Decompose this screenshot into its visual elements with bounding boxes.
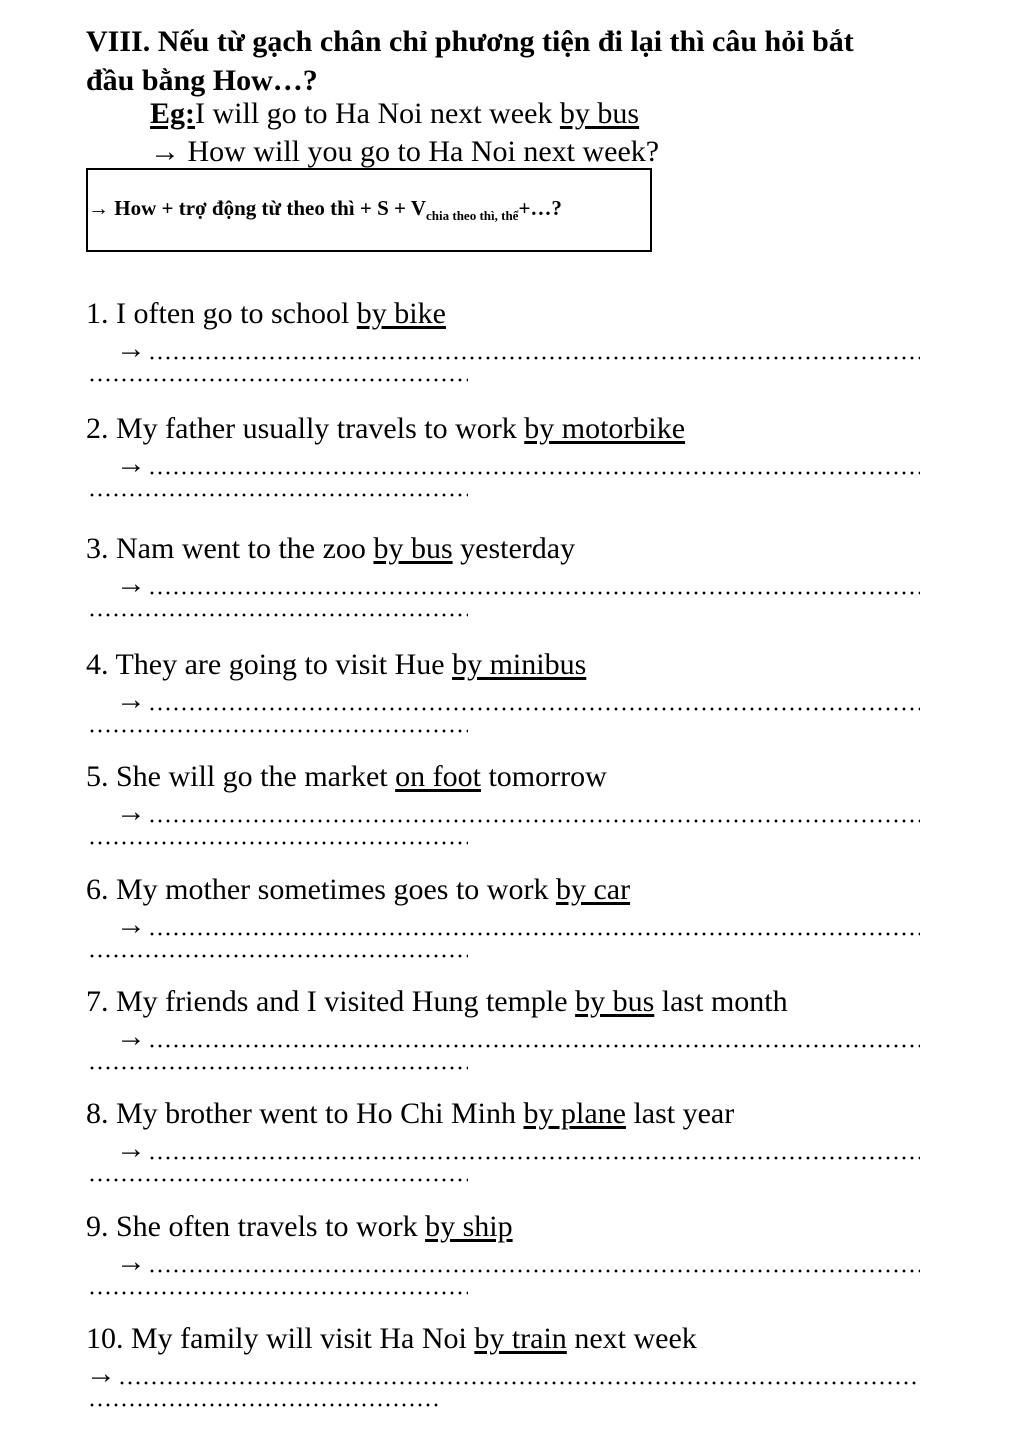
answer-line[interactable] [116, 334, 920, 364]
answer-dotted-line-continuation[interactable] [88, 1066, 468, 1070]
exercise-sentence [86, 411, 685, 447]
answer-dotted-line[interactable] [148, 1269, 920, 1273]
exercise-sentence [86, 1096, 734, 1132]
example-question-text: How will you go to Ha Noi next week? [180, 135, 660, 168]
answer-line[interactable] [116, 1134, 920, 1164]
exercise-text-after: last year [625, 1097, 735, 1130]
exercise-underlined-transport: by motorbike [524, 412, 686, 445]
exercise-text-before: 10. My family will visit Ha Noi [86, 1322, 475, 1355]
section-heading [86, 22, 936, 100]
exercise-underlined-transport: by minibus [452, 648, 587, 681]
answer-arrow-icon: → [116, 567, 146, 600]
answer-dotted-line-continuation[interactable] [88, 729, 468, 733]
answer-line[interactable] [116, 685, 920, 715]
exercise-text-after: last month [654, 985, 788, 1018]
answer-line[interactable] [86, 1359, 920, 1389]
answer-dotted-line[interactable] [148, 1156, 920, 1160]
answer-arrow-icon: → [116, 1245, 146, 1278]
example-question [150, 134, 659, 170]
exercise-sentence [86, 1321, 697, 1357]
answer-dotted-line[interactable] [148, 591, 920, 595]
exercise-text-before: 6. My mother sometimes goes to work [86, 873, 556, 906]
exercise-text-before: 2. My father usually travels to work [86, 412, 525, 445]
exercise-text-after: next week [566, 1322, 697, 1355]
exercise-underlined-transport: on foot [395, 760, 481, 793]
answer-arrow-icon: → [116, 795, 146, 828]
formula-end: +…? [518, 196, 562, 220]
exercise-sentence [86, 296, 446, 332]
formula-main: → How + trợ động từ theo thì + S + V [88, 196, 427, 220]
answer-dotted-line[interactable] [148, 819, 920, 823]
exercise-underlined-transport: by bus [373, 532, 453, 565]
heading-line-1: VIII. Nếu từ gạch chân chỉ phương tiện đi lại thì câu hỏi bắt [86, 25, 854, 58]
exercise-sentence [86, 984, 788, 1020]
exercise-sentence [86, 872, 630, 908]
exercise-underlined-transport: by ship [425, 1210, 513, 1243]
answer-dotted-line-continuation[interactable] [88, 1291, 468, 1295]
example-sentence [150, 96, 639, 132]
answer-line[interactable] [116, 910, 920, 940]
heading-line-2: đầu bằng How…? [86, 64, 318, 97]
exercise-text-before: 8. My brother went to Ho Chi Minh [86, 1097, 524, 1130]
answer-dotted-line-continuation[interactable] [88, 1178, 468, 1182]
answer-dotted-line-continuation[interactable] [88, 378, 468, 382]
exercise-text-before: 1. I often go to school [86, 297, 357, 330]
exercise-text-before: 9. She often travels to work [86, 1210, 426, 1243]
answer-dotted-line-continuation[interactable] [88, 841, 468, 845]
exercise-text-before: 7. My friends and I visited Hung temple [86, 985, 576, 1018]
answer-line[interactable] [116, 449, 920, 479]
answer-dotted-line-continuation[interactable] [88, 954, 468, 958]
answer-dotted-line-continuation[interactable] [88, 1403, 438, 1407]
answer-arrow-icon: → [116, 332, 146, 365]
formula-subscript: chia theo thì, thể [426, 208, 519, 223]
exercise-sentence [86, 531, 575, 567]
exercise-sentence [86, 1209, 513, 1245]
example-arrow-icon: → [150, 135, 180, 168]
answer-arrow-icon: → [86, 1357, 116, 1390]
exercise-text-after: tomorrow [480, 760, 607, 793]
answer-dotted-line-continuation[interactable] [88, 493, 468, 497]
example-underlined: by bus [559, 97, 640, 130]
answer-arrow-icon: → [116, 1020, 146, 1053]
answer-dotted-line[interactable] [148, 707, 920, 711]
answer-dotted-line[interactable] [148, 356, 920, 360]
exercise-text-after: yesterday [452, 532, 576, 565]
answer-dotted-line[interactable] [148, 932, 920, 936]
formula-text [88, 196, 562, 224]
example-label: Eg: [150, 97, 195, 130]
answer-line[interactable] [116, 1022, 920, 1052]
answer-line[interactable] [116, 569, 920, 599]
answer-line[interactable] [116, 797, 920, 827]
exercise-sentence [86, 759, 607, 795]
answer-dotted-line[interactable] [118, 1381, 920, 1385]
exercise-underlined-transport: by car [555, 873, 631, 906]
exercise-underlined-transport: by bus [575, 985, 655, 1018]
answer-dotted-line[interactable] [148, 471, 920, 475]
answer-dotted-line[interactable] [148, 1044, 920, 1048]
formula-box [86, 168, 652, 252]
answer-arrow-icon: → [116, 908, 146, 941]
exercise-underlined-transport: by plane [523, 1097, 626, 1130]
answer-dotted-line-continuation[interactable] [88, 613, 468, 617]
exercise-underlined-transport: by train [474, 1322, 567, 1355]
answer-arrow-icon: → [116, 447, 146, 480]
answer-arrow-icon: → [116, 1132, 146, 1165]
exercise-underlined-transport: by bike [356, 297, 446, 330]
answer-arrow-icon: → [116, 683, 146, 716]
exercise-text-before: 5. She will go the market [86, 760, 396, 793]
exercise-text-before: 3. Nam went to the zoo [86, 532, 374, 565]
exercise-text-before: 4. They are going to visit Hue [86, 648, 453, 681]
example-sentence-start: I will go to Ha Noi next week [195, 97, 560, 130]
exercise-sentence [86, 647, 586, 683]
answer-line[interactable] [116, 1247, 920, 1277]
